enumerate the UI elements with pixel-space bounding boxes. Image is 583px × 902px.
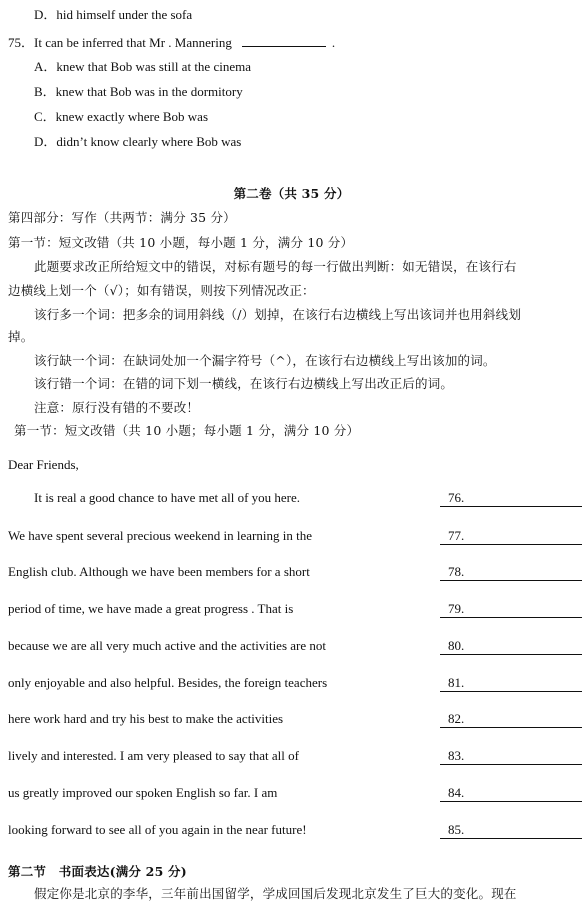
answer-number-77: 77. bbox=[448, 528, 465, 543]
passage-line-83: lively and interested. I am very pleased to say that all of bbox=[8, 748, 299, 763]
passage-line-80: because we are all very much active and the activities are not bbox=[8, 638, 326, 653]
section4-heading: 第四部分：写作（共两节：满分 35 分） bbox=[8, 210, 236, 225]
passage-line-77: We have spent several precious weekend in learning in the bbox=[8, 528, 312, 543]
passage-line-76: It is real a good chance to have met all of you here. bbox=[34, 490, 301, 505]
answer-line-84[interactable] bbox=[440, 785, 582, 802]
q75-stem-end: . bbox=[331, 35, 336, 50]
answer-number-84: 84. bbox=[448, 785, 465, 800]
answer-number-81: 81. bbox=[448, 675, 465, 690]
rule-extra-word-line-1: 该行多一个词：把多余的词用斜线（/）划掉，在该行右边横线上写出该词并也用斜线划 bbox=[34, 307, 522, 322]
answer-line-83[interactable] bbox=[440, 748, 582, 765]
passage-line-82: here work hard and try his best to make the activities bbox=[8, 711, 284, 726]
q75-number: 75． bbox=[8, 35, 35, 50]
instruction-line-2: 边横线上划一个（√）；如有错误，则按下列情况改正： bbox=[8, 283, 315, 298]
q75-stem-text: It can be inferred that Mr . Mannering bbox=[34, 35, 232, 50]
section1-heading: 第一节：短文改错（共 10 小题，每小题 1 分，满分 10 分） bbox=[8, 235, 354, 250]
rule-extra-word-line-2: 掉。 bbox=[8, 329, 34, 344]
rule-missing-word: 该行缺一个词：在缺词处加一个漏字符号（^），在该行右边横线上写出该加的词。 bbox=[34, 353, 496, 368]
note: 注意：原行没有错的不要改！ bbox=[34, 400, 200, 415]
part2-title: 第二卷（共 35 分） bbox=[233, 186, 350, 201]
answer-line-78[interactable] bbox=[440, 564, 582, 581]
answer-number-82: 82. bbox=[448, 711, 465, 726]
passage-line-85: looking forward to see all of you again in the near future! bbox=[8, 822, 307, 837]
answer-number-85: 85. bbox=[448, 822, 465, 837]
passage-line-84: us greatly improved our spoken English so far. I am bbox=[8, 785, 278, 800]
answer-line-85[interactable] bbox=[440, 822, 582, 839]
q74-option-d: D．hid himself under the sofa bbox=[34, 7, 193, 22]
answer-line-81[interactable] bbox=[440, 675, 582, 692]
section2-first-line: 假定你是北京的李华，三年前出国留学，学成回国后发现北京发生了巨大的变化。现在 bbox=[34, 886, 517, 901]
answer-number-76: 76. bbox=[448, 490, 465, 505]
answer-number-79: 79. bbox=[448, 601, 465, 616]
answer-number-83: 83. bbox=[448, 748, 465, 763]
answer-line-77[interactable] bbox=[440, 528, 582, 545]
q75-stem bbox=[8, 32, 335, 51]
q75-answer-blank[interactable] bbox=[242, 36, 326, 47]
answer-line-80[interactable] bbox=[440, 638, 582, 655]
answer-line-76[interactable] bbox=[440, 490, 582, 507]
greeting: Dear Friends, bbox=[8, 457, 79, 472]
answer-line-79[interactable] bbox=[440, 601, 582, 618]
q75-option-a: A．knew that Bob was still at the cinema bbox=[34, 59, 251, 74]
q75-option-d: D．didn’t know clearly where Bob was bbox=[34, 134, 242, 149]
passage-line-81: only enjoyable and also helpful. Besides, the foreign teachers bbox=[8, 675, 328, 690]
answer-number-78: 78. bbox=[448, 564, 465, 579]
passage-line-79: period of time, we have made a great progress . That is bbox=[8, 601, 294, 616]
instruction-line-1: 此题要求改正所给短文中的错误，对标有题号的每一行做出判断：如无错误，在该行右 bbox=[34, 259, 517, 274]
q75-option-b: B．knew that Bob was in the dormitory bbox=[34, 84, 243, 99]
answer-line-82[interactable] bbox=[440, 711, 582, 728]
section1-heading-repeat: 第一节：短文改错（共 10 小题；每小题 1 分，满分 10 分） bbox=[14, 423, 360, 438]
q75-option-c: C．knew exactly where Bob was bbox=[34, 109, 209, 124]
section2-heading: 第二节 书面表达(满分 25 分) bbox=[8, 864, 187, 879]
answer-number-80: 80. bbox=[448, 638, 465, 653]
rule-wrong-word: 该行错一个词：在错的词下划一横线，在该行右边横线上写出改正后的词。 bbox=[34, 376, 454, 391]
passage-line-78: English club. Although we have been members for a short bbox=[8, 564, 310, 579]
